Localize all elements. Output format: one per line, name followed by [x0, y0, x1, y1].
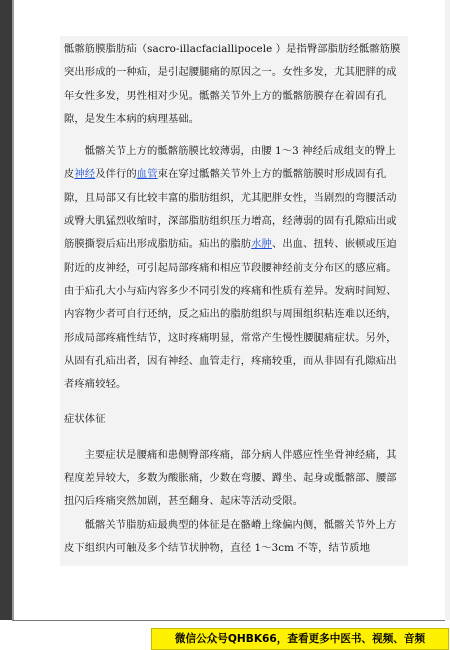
vessel-link[interactable]: 血管	[136, 168, 158, 181]
paragraph-4: 骶髂关节脂肪疝最典型的体征是在骼嵴上缘偏内侧，骶髂关节外上方皮下组织内可触及多个结节状肿物，直径 1～3cm 不等，结节质地	[64, 518, 397, 554]
left-margin-bar	[0, 0, 12, 620]
document-body	[64, 38, 404, 560]
nerve-link[interactable]: 神经	[74, 168, 96, 181]
paragraph-3: 主要症状是腰痛和患侧臀部疼痛，部分病人伴感应性坐骨神经痛，其程度差异较大，多数为酸胀痛，少数在弯腰、蹲坐、起身或骶髂部、腰部扭闪后疼痛突然加剧，甚至翻身、起床等活动受限。	[64, 448, 397, 508]
footer-rule	[12, 620, 445, 621]
edema-link[interactable]: 水肿	[251, 238, 272, 251]
left-margin-line	[12, 0, 14, 620]
section-heading: 症状体征	[64, 413, 106, 426]
paragraph-1: 骶髂筋膜脂肪疝（sacro-illacfaciallipocele ）是指臀部脂肪经骶髂筋膜突出形成的一种疝，是引起腰腿痛的原因之一。女性多发，尤其肥胖的成年女性多发，男性相对少见。骶髂关节外上方的骶髂筋膜存在着固有孔隙，是发生本病的病理基础。	[64, 43, 401, 125]
wechat-banner: 微信公众号QHBK66，查看更多中医书、视频、音频	[151, 628, 449, 650]
right-margin	[445, 0, 450, 620]
paragraph-2: 骶髂关节上方的骶髂筋膜比较薄弱，由腰 1～3 神经后成组支的臀上皮神经及伴行的血管束在穿过骶髂关节外上方的骶髂筋膜时形成固有孔隙，且局部又有比较丰富的脂肪组织，尤其肥胖女性，当剧烈的弯腰活动或臀大肌猛烈收缩时，深部脂肪组织压力增高，经薄弱的固有孔隙疝出或筋膜撕裂后疝出形成脂肪疝。疝出的脂肪水肿、出血、扭转、嵌顿或压迫附近的皮神经，可引起局部疼痛和相应节段腰神经前支分布区的感应痛。由于疝孔大小与疝内容多少不同引发的疼痛和性质有差异。发病时间短、内容物少者可自行还纳，反之疝出的脂肪组织与周围组织粘连难以还纳，形成局部疼痛性结节，这时疼痛明显，常常产生慢性腰腿痛症状。另外，从固有孔疝出者，因有神经、血管走行，疼痛较重，而从非固有孔隙疝出者疼痛较轻。	[64, 145, 397, 391]
